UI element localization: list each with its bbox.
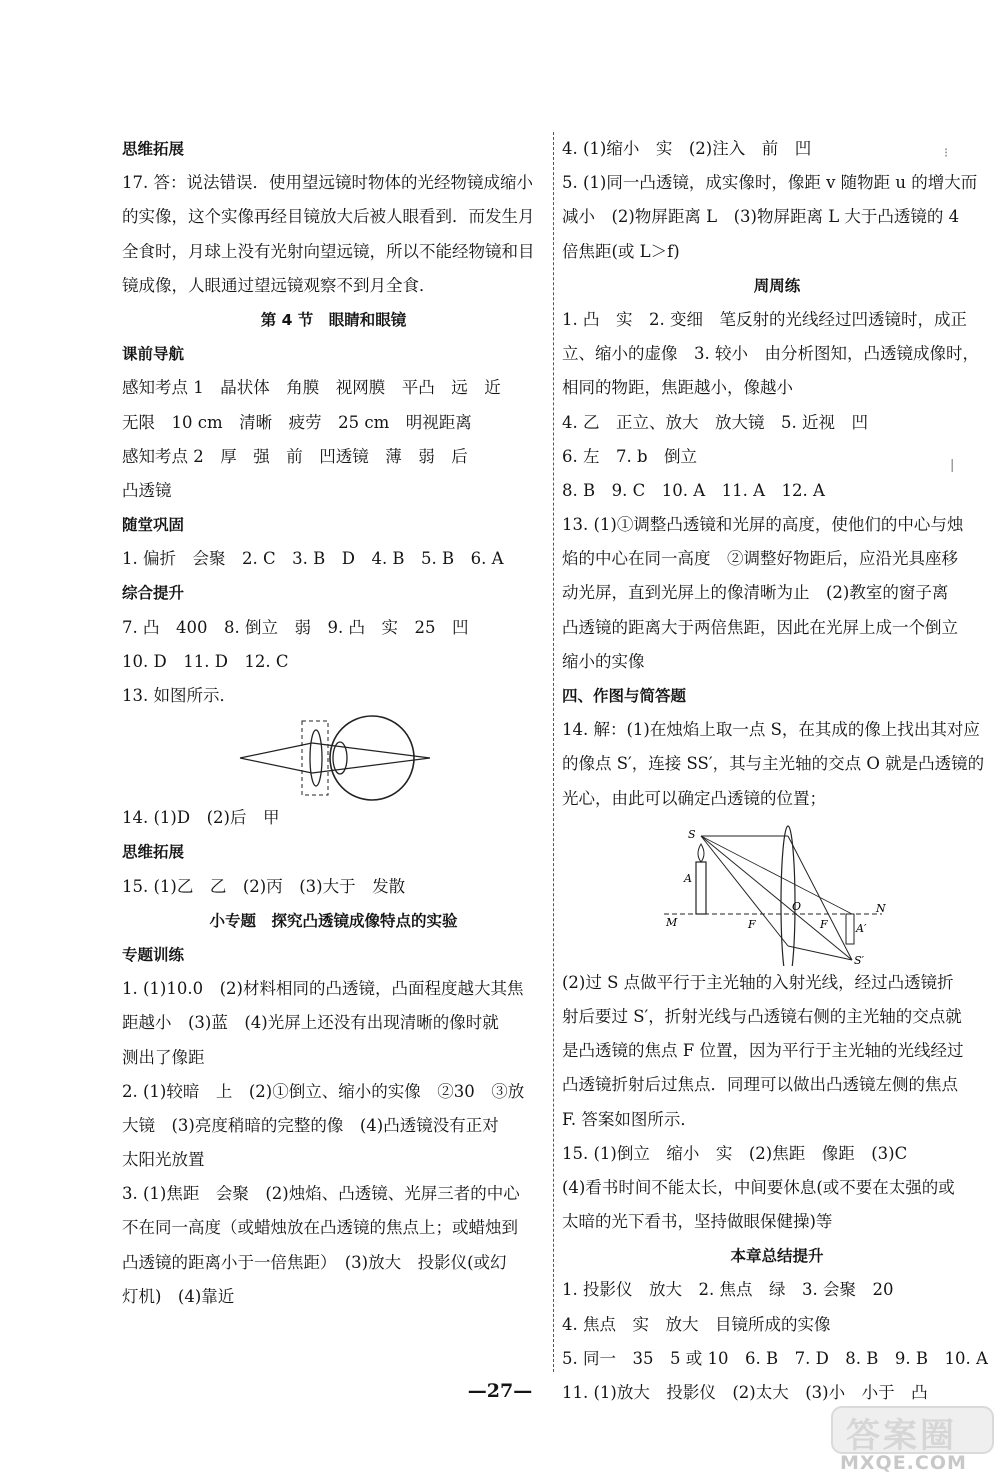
text-line: 11. (1)放大 投影仪 (2)太大 (3)小 小于 凸 (562, 1383, 928, 1402)
text-line: 的实像，这个实像再经目镜放大后被人眼看到．而发生月 (122, 207, 535, 227)
text-line: 凸透镜的距离大于两倍焦距，因此在光屏上成一个倒立 (562, 617, 958, 637)
text-line: 太暗的光下看书，坚持做眼保健操)等 (562, 1212, 833, 1232)
text-line: 全食时，月球上没有光射向望远镜，所以不能经物镜和目 (122, 241, 535, 261)
text-line: 4. 乙 正立、放大 放大镜 5. 近视 凹 (562, 412, 868, 432)
image-candle (846, 914, 854, 944)
margin-mark: | (950, 458, 955, 473)
text-line: 10. D 11. D 12. C (122, 651, 289, 671)
text-line: 不在同一高度（或蜡烛放在凸透镜的焦点上；或蜡烛到 (122, 1218, 518, 1238)
ray-after-lens (788, 946, 852, 960)
text-line: F. 答案如图所示． (562, 1109, 697, 1129)
section-title: 第 4 节 眼睛和眼镜 (260, 310, 407, 329)
candle-flame (698, 844, 704, 862)
text-line: 灯机) (4)靠近 (122, 1286, 235, 1306)
text-line: 14. (1)D (2)后 甲 (122, 808, 280, 828)
text-line: 焰的中心在同一高度 ②调整好物距后，应沿光具座移 (562, 549, 958, 569)
text-line: 15. (1)乙 乙 (2)丙 (3)大于 发散 (122, 876, 406, 896)
text-line: 凸透镜折射后过焦点．同理可以做出凸透镜左侧的焦点 (562, 1075, 958, 1095)
ray-lower-left (240, 758, 312, 773)
text-line: 镜成像，人眼通过望远镜观察不到月全食． (122, 275, 436, 295)
text-line: 立、缩小的虚像 3. 较小 由分析图知，凸透镜成像时， (562, 344, 979, 364)
page-number: —27— (467, 1380, 533, 1402)
text-line: 大镜 (3)亮度稍暗的完整的像 (4)凸透镜没有正对 (122, 1115, 499, 1135)
text-line: 5. 同一 35 5 或 10 6. B 7. D 8. B 9. B 10. A (562, 1348, 988, 1368)
text-line: 5. (1)同一凸透镜，成实像时，像距 v 随物距 u 的增大而 (562, 173, 978, 193)
section-heading: 专题训练 (122, 945, 185, 964)
eyeball (330, 716, 414, 800)
section-heading: 综合提升 (122, 584, 185, 603)
text-line: 缩小的实像 (562, 651, 645, 671)
text-line: 1. 投影仪 放大 2. 焦点 绿 3. 会聚 20 (562, 1280, 894, 1300)
text-line: 7. 凸 400 8. 倒立 弱 9. 凸 实 25 凹 (122, 617, 469, 637)
label-o: O (792, 899, 802, 913)
section-heading: 思维拓展 (122, 140, 185, 158)
ray-extra (701, 836, 852, 914)
text-line: 6. 左 7. b 倒立 (562, 446, 698, 466)
watermark-url: MXQE.COM (840, 1452, 967, 1474)
text-line: 倍焦距(或 L＞f) (562, 241, 680, 261)
eye-lens-figure (122, 713, 545, 801)
text-line: 测出了像距 (122, 1047, 205, 1067)
section-heading: 随堂巩固 (122, 516, 185, 535)
section-heading: 四、作图与简答题 (562, 687, 687, 705)
ray-through-focus (701, 836, 788, 946)
watermark-title: 答案圈 (846, 1416, 957, 1456)
section-heading: 思维拓展 (122, 843, 185, 862)
text-line: 凸透镜的距离小于一倍焦距） (3)放大 投影仪(或幻 (122, 1252, 507, 1272)
text-line: 凸透镜 (122, 480, 172, 500)
text-line: 太阳光放置 (122, 1150, 205, 1170)
section-title: 小专题 探究凸透镜成像特点的实验 (209, 911, 458, 930)
candle (696, 862, 706, 914)
label-f-right: F (820, 917, 828, 931)
right-column (562, 132, 992, 1410)
text-line: 15. (1)倒立 缩小 实 (2)焦距 像距 (3)C (562, 1143, 908, 1163)
lens-frame (302, 721, 328, 795)
section-title: 周周练 (753, 276, 801, 295)
text-line: 动光屏，直到光屏上的像清晰为止 (2)教室的窗子离 (562, 583, 949, 603)
text-line: 相同的物距，焦距越小，像越小 (562, 378, 793, 398)
label-s-prime: S′ (854, 953, 865, 966)
convex-lens (781, 826, 795, 966)
label-m: M (666, 915, 678, 929)
ray-s-to-s-prime (701, 836, 852, 960)
ray-upper-left (240, 743, 312, 758)
text-line: 感知考点 2 厚 强 前 凹透镜 薄 弱 后 (122, 446, 468, 466)
text-line: 13. (1)①调整凸透镜和光屏的高度，使他们的中心与烛 (562, 515, 964, 535)
label-f-left: F (748, 917, 756, 931)
label-a-prime: A′ (856, 921, 867, 935)
text-line: 17. 答：说法错误．使用望远镜时物体的光经物镜成缩小 (122, 173, 533, 193)
text-line: 光心，由此可以确定凸透镜的位置； (562, 788, 826, 808)
text-line: 4. (1)缩小 实 (2)注入 前 凹 (562, 139, 812, 158)
lens-imaging-figure (562, 816, 992, 966)
text-line: 14. 解：(1)在烛焰上取一点 S，在其成的像上找出其对应 (562, 720, 980, 740)
text-line: 2. (1)较暗 上 (2)①倒立、缩小的实像 ②30 ③放 (122, 1081, 525, 1101)
text-line: (2)过 S 点做平行于主光轴的入射光线，经过凸透镜折 (562, 972, 954, 992)
text-line: 8. B 9. C 10. A 11. A 12. A (562, 480, 825, 500)
column-divider (553, 132, 554, 1372)
label-n: N (876, 901, 886, 915)
label-s: S (688, 827, 696, 841)
text-line: 3. (1)焦距 会聚 (2)烛焰、凸透镜、光屏三者的中心 (122, 1184, 520, 1204)
text-line: 射后要过 S′，折射光线与凸透镜右侧的主光轴的交点就 (562, 1006, 962, 1026)
text-line: 的像点 S′，连接 SS′，其与主光轴的交点 O 就是凸透镜的 (562, 754, 985, 774)
section-heading: 课前导航 (122, 345, 185, 364)
text-line: 1. (1)10.0 (2)材料相同的凸透镜，凸面程度越大其焦 (122, 979, 524, 999)
label-a: A (684, 871, 692, 885)
text-line: 无限 10 cm 清晰 疲劳 25 cm 明视距离 (122, 412, 472, 432)
ray-refracted (788, 836, 852, 960)
text-line: 13. 如图所示． (122, 686, 236, 705)
convex-lens (310, 730, 322, 786)
section-title: 本章总结提升 (730, 1247, 824, 1266)
text-line: 1. 凸 实 2. 变细 笔反射的光线经过凹透镜时，成正 (562, 309, 967, 329)
text-line: 减小 (2)物屏距离 L (3)物屏距离 L 大于凸透镜的 4 (562, 207, 960, 227)
margin-mark: ⁝ (944, 146, 949, 161)
text-line: 4. 焦点 实 放大 目镜所成的实像 (562, 1314, 831, 1334)
text-line: (4)看书时间不能太长，中间要休息(或不要在太强的或 (562, 1177, 955, 1197)
text-line: 1. 偏折 会聚 2. C 3. B D 4. B 5. B 6. A (122, 549, 504, 569)
text-line: 是凸透镜的焦点 F 位置，因为平行于主光轴的光线经过 (562, 1041, 964, 1061)
text-line: 距越小 (3)蓝 (4)光屏上还没有出现清晰的像时就 (122, 1013, 499, 1033)
text-line: 感知考点 1 晶状体 角膜 视网膜 平凸 远 近 (122, 378, 501, 398)
left-column (122, 132, 545, 1314)
